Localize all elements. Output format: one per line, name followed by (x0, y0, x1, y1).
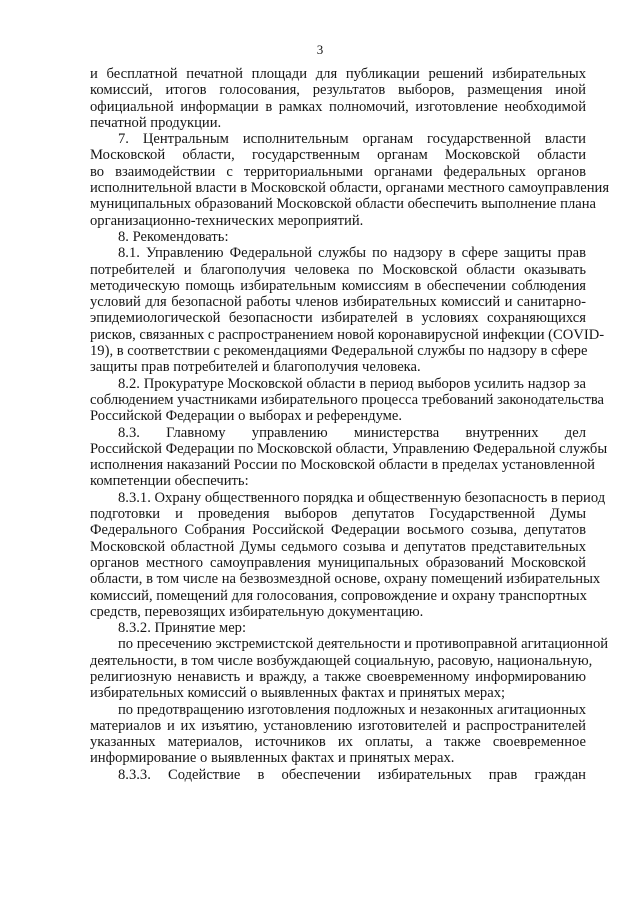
text-line: во взаимодействии с территориальными органами федеральных органов (90, 163, 586, 180)
text-line: потребителей и благополучия человека по Московской области оказывать (90, 261, 586, 278)
text-line: муниципальных образований Московской области обеспечить выполнение плана (90, 196, 597, 213)
text-line: 8.2. Прокуратуре Московской области в период выборов усилить надзор за (118, 375, 586, 392)
text-line: органов местного самоуправления муниципальных образований Московской (90, 554, 586, 571)
text-line: по пресечению экстремистской деятельности и противоправной агитационной (118, 636, 609, 653)
text-line: Российской Федерации по Московской области, Управлению Федеральной службы (90, 440, 608, 457)
text-line: рисков, связанных с распространением новой коронавирусной инфекции (COVID- (90, 326, 605, 343)
text-line: 19), в соответствии с рекомендациями Федеральной службы по надзору в сфере (90, 343, 588, 360)
text-line: информирование о выявленных фактах и принятых мерах. (90, 750, 455, 767)
text-line: исполнения наказаний России по Московской области в пределах установленной (90, 457, 595, 474)
text-line: избирательных комиссий о выявленных фактах и принятых мерах; (90, 685, 506, 702)
page-number: 3 (316, 42, 324, 57)
text-line: исполнительной власти в Московской области, органами местного самоуправления (90, 180, 610, 197)
text-line: Российской Федерации о выборах и референдуме. (90, 408, 403, 425)
text-line: области, в том числе на безвозмездной основе, охрану помещений избирательных (90, 571, 601, 588)
text-line: деятельности, в том числе возбуждающей социальную, расовую, национальную, (90, 652, 593, 669)
text-line: эпидемиологической безопасности избирателей в условиях сохраняющихся (90, 310, 586, 327)
text-line: печатной продукции. (90, 114, 222, 131)
text-line: защиты прав потребителей и благополучия человека. (90, 359, 421, 376)
text-line: 8.3.2. Принятие мер: (118, 620, 247, 637)
text-line: официальной информации в рамках полномочий, изготовление необходимой (90, 98, 586, 115)
text-line: и бесплатной печатной площади для публикации решений избирательных (90, 66, 586, 82)
text-line: 8.1. Управлению Федеральной службы по надзору в сфере защиты прав (118, 245, 586, 262)
text-line: материалов и их изъятию, установлению изготовителей и распространителей (90, 717, 586, 734)
text-line: организационно-технических мероприятий. (90, 212, 364, 229)
text-line: указанных материалов, источников их оплаты, а также своевременное (90, 734, 586, 751)
document-body (90, 66, 610, 783)
text-line: Московской области, государственным органам Московской области (90, 147, 586, 164)
text-line: 8.3.3. Содействие в обеспечении избирательных прав граждан (118, 766, 586, 783)
text-line: компетенции обеспечить: (90, 473, 249, 490)
text-line: 8. Рекомендовать: (118, 228, 229, 245)
text-line: 8.3.1. Охрану общественного порядка и общественную безопасность в период (118, 489, 606, 506)
text-line: методическую помощь избирательным комиссиям в обеспечении соблюдения (90, 277, 586, 294)
text-line: религиозную ненависть и вражду, а также своевременному информированию (90, 668, 586, 685)
text-line: средств, перевозящих избирательную документацию. (90, 603, 424, 620)
text-line: комиссий, помещений для голосования, сопровождение и охрану транспортных (90, 587, 587, 604)
text-line: соблюдением участниками избирательного процесса требований законодательства (90, 391, 605, 408)
text-line: Московской областной Думы седьмого созыва и депутатов представительных (90, 538, 586, 555)
text-line: условий для безопасной работы членов избирательных комиссий и санитарно- (90, 294, 586, 311)
text-line: по предотвращению изготовления подложных и незаконных агитационных (118, 701, 586, 718)
text-line: 8.3. Главному управлению министерства внутренних дел (118, 424, 586, 441)
text-line: Федерального Собрания Российской Федерации восьмого созыва, депутатов (90, 522, 586, 539)
text-line: подготовки и проведения выборов депутатов Государственной Думы (90, 506, 586, 523)
text-line: 7. Центральным исполнительным органам государственной власти (118, 131, 586, 148)
text-line: комиссий, итогов голосования, результатов выборов, размещения иной (90, 82, 586, 99)
